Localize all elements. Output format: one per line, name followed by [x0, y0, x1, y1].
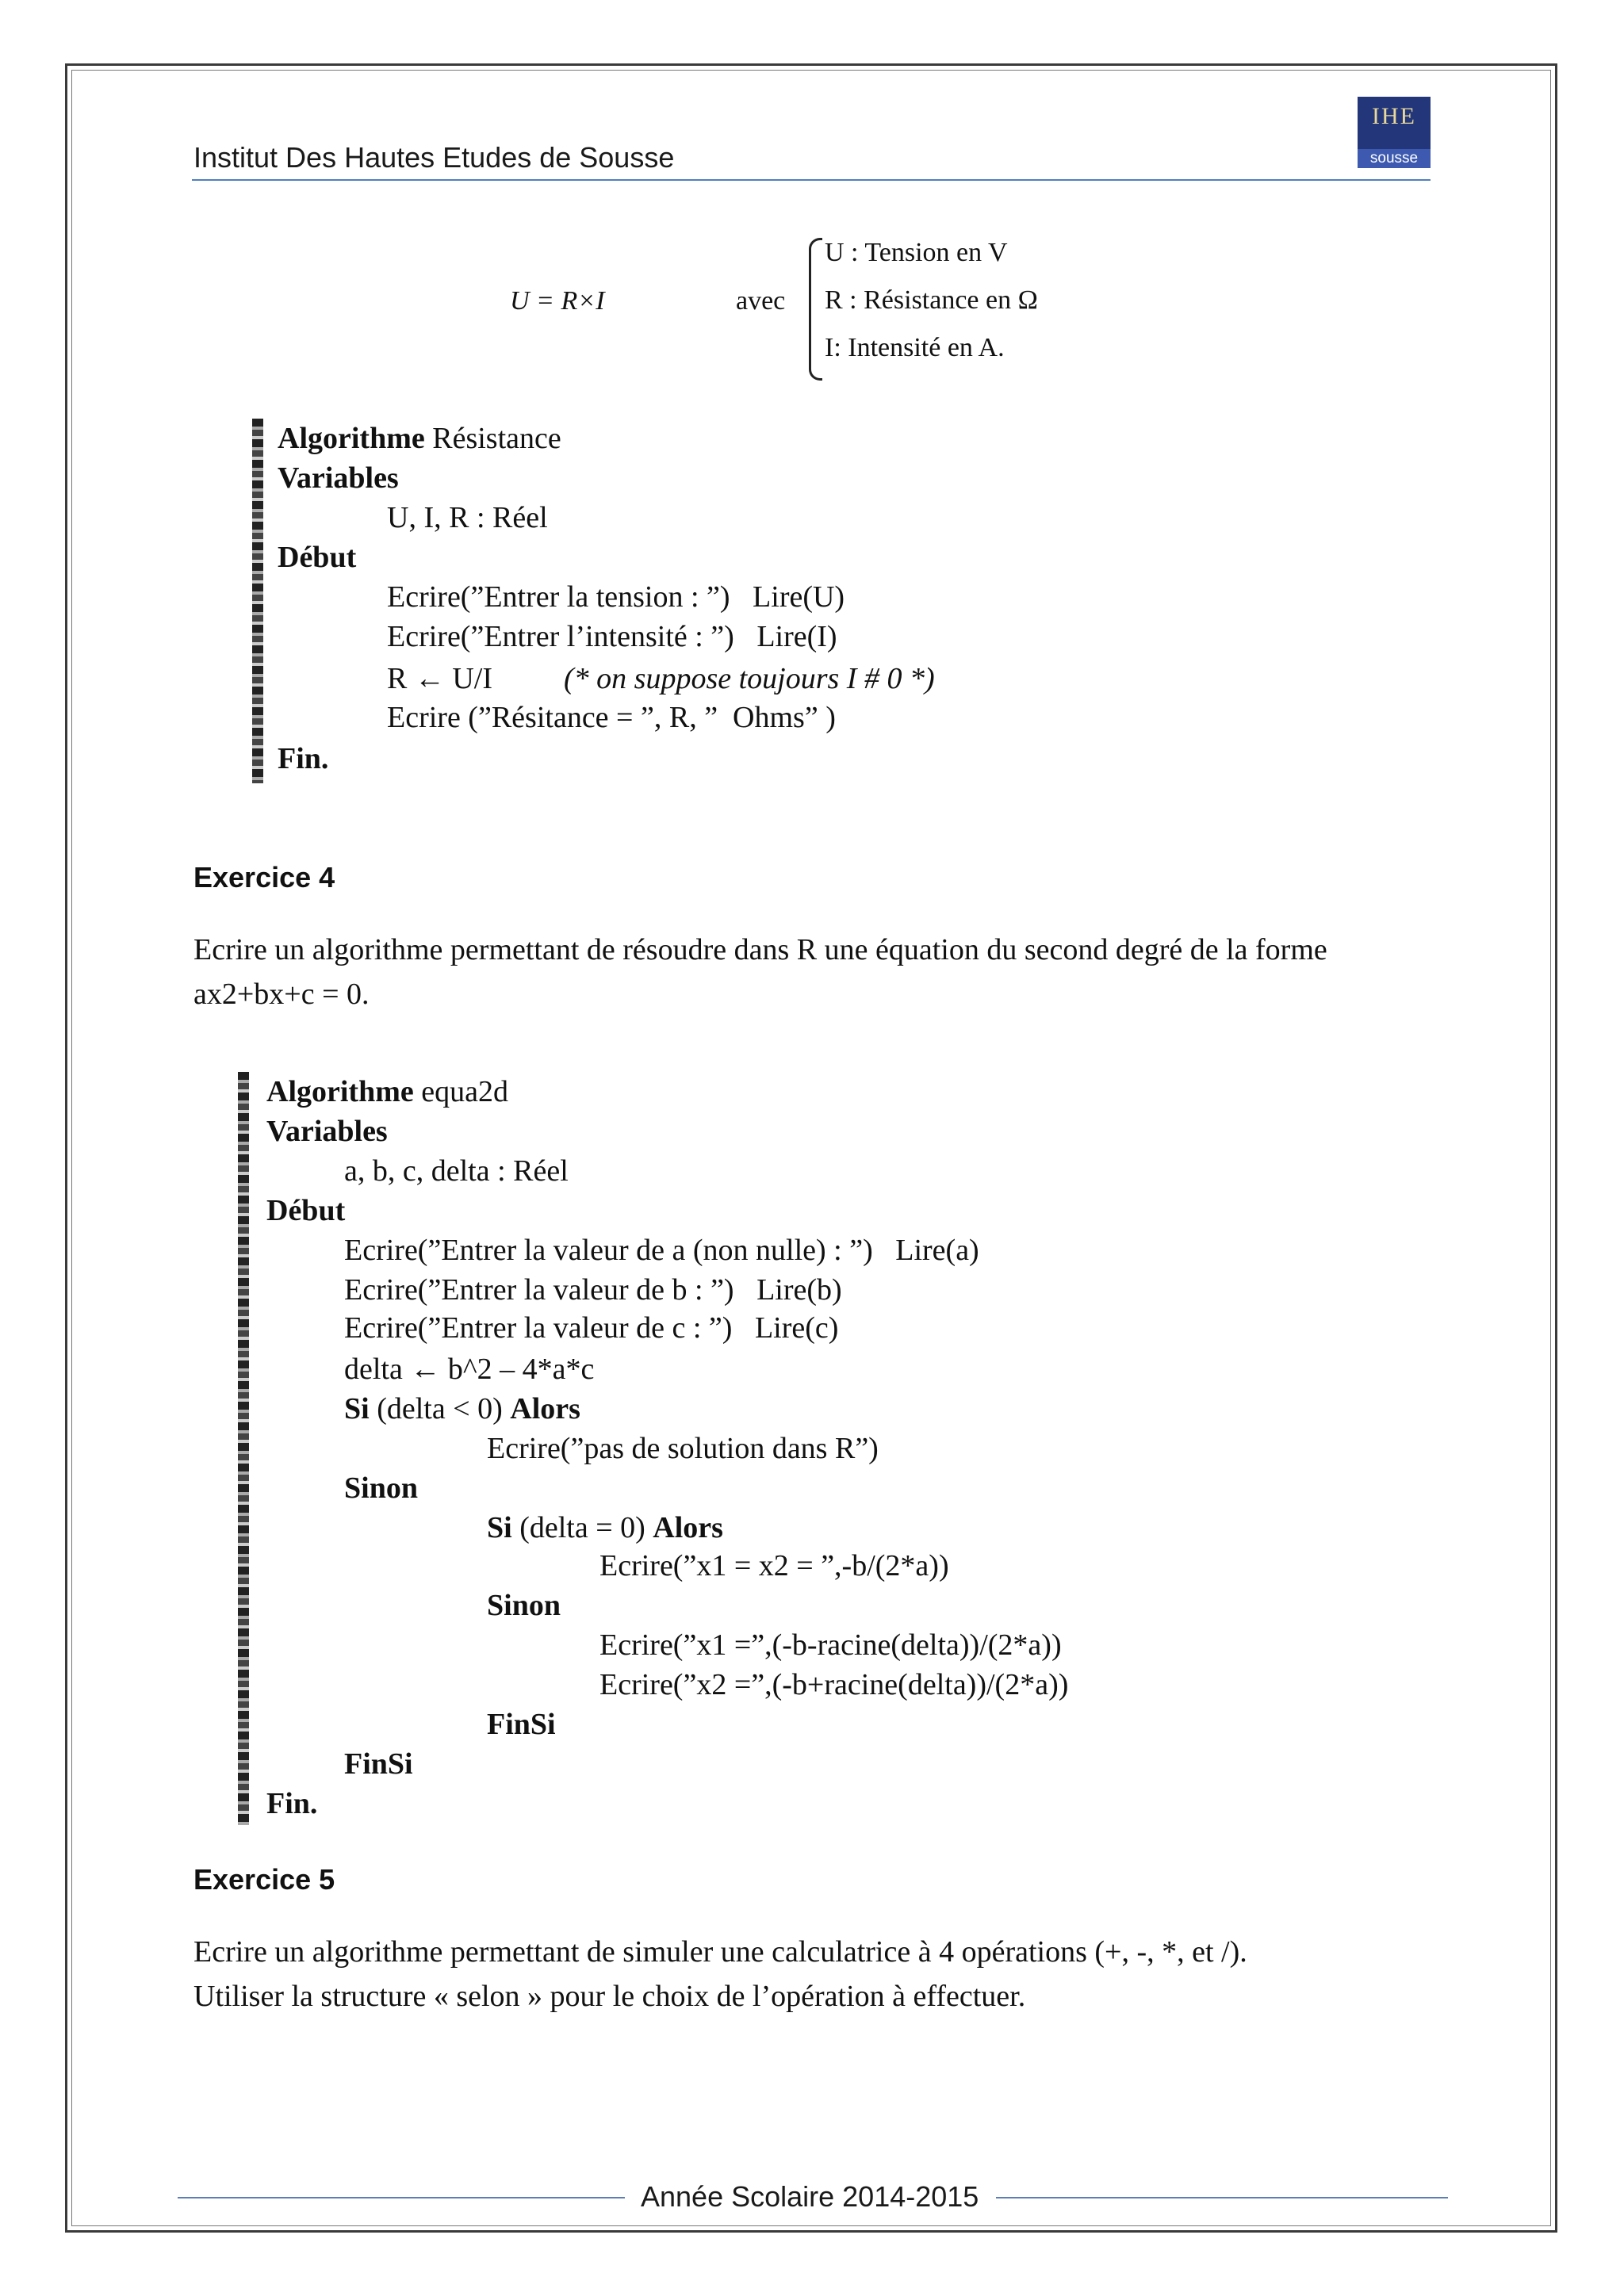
formula-definition-r: R : Résistance en Ω	[825, 285, 1038, 315]
formula-brace	[809, 238, 822, 381]
algo2-condition-zero: (delta = 0)	[519, 1511, 645, 1544]
algo2-title	[266, 1072, 508, 1112]
logo-city: sousse	[1358, 149, 1431, 168]
algo2-line-delta: delta ← b^2 – 4*a*c	[344, 1353, 595, 1386]
algo2-line-read-b: Ecrire(”Entrer la valeur de b : ”) Lire(b)	[344, 1273, 842, 1307]
algo1-line-compute	[387, 659, 935, 698]
algorithm-equa2d-block	[238, 1072, 1189, 1825]
algo2-line-double-root: Ecrire(”x1 = x2 = ”,-b/(2*a))	[599, 1549, 949, 1582]
exercise-5-line-2: Utiliser la structure « selon » pour le choix de l’opération à effectuer.	[193, 1980, 1026, 2013]
algo2-variables-decl: a, b, c, delta : Réel	[344, 1154, 569, 1188]
algo2-condition-negative: (delta < 0)	[377, 1392, 503, 1425]
keyword-variables: Variables	[266, 1115, 388, 1148]
code-block-bar	[238, 1072, 249, 1825]
algo2-line-si-zero	[487, 1508, 723, 1548]
keyword-finsi: FinSi	[487, 1708, 556, 1741]
exercise-4-line-2: ax2+bx+c = 0.	[193, 978, 370, 1011]
keyword-sinon: Sinon	[487, 1589, 561, 1622]
header-divider	[192, 179, 1431, 181]
exercise-5-line-1: Ecrire un algorithme permettant de simuler une calculatrice à 4 opérations (+, -, *, et /).	[193, 1935, 1247, 1969]
keyword-alors: Alors	[653, 1511, 723, 1544]
formula-equation: U = R×I	[510, 286, 605, 316]
code-block-bar	[252, 419, 263, 783]
algo2-name: equa2d	[421, 1075, 508, 1108]
logo-letters: IHE	[1372, 103, 1416, 129]
algo2-line-root-x2: Ecrire(”x2 =”,(-b+racine(delta))/(2*a))	[599, 1668, 1069, 1701]
keyword-finsi: FinSi	[344, 1747, 413, 1781]
keyword-fin: Fin.	[266, 1787, 318, 1820]
institution-logo	[1358, 97, 1431, 168]
keyword-si: Si	[487, 1511, 512, 1544]
footer-rule-left	[178, 2197, 625, 2198]
footer-rule-right	[996, 2197, 1448, 2198]
formula-avec: avec	[736, 286, 786, 316]
algo2-line-si-negative	[344, 1389, 580, 1429]
algorithm-resistance-block	[252, 419, 1124, 783]
algo2-line-no-solution: Ecrire(”pas de solution dans R”)	[487, 1432, 879, 1465]
algo1-line-read-tension: Ecrire(”Entrer la tension : ”) Lire(U)	[387, 580, 845, 614]
keyword-alors: Alors	[510, 1392, 580, 1425]
algo1-comment: (* on suppose toujours I # 0 *)	[564, 662, 935, 695]
algo2-line-read-c: Ecrire(”Entrer la valeur de c : ”) Lire(c)	[344, 1311, 839, 1345]
algo1-title	[278, 419, 561, 458]
algo1-line-read-intensite: Ecrire(”Entrer l’intensité : ”) Lire(I)	[387, 620, 837, 653]
keyword-sinon: Sinon	[344, 1471, 418, 1505]
keyword-variables: Variables	[278, 461, 399, 495]
algo1-variables-decl: U, I, R : Réel	[387, 501, 548, 534]
algo1-name: Résistance	[432, 422, 561, 455]
exercise-4-statement	[193, 928, 1431, 1016]
exercise-5-title: Exercice 5	[193, 1863, 335, 1896]
keyword-si: Si	[344, 1392, 370, 1425]
algo2-line-read-a: Ecrire(”Entrer la valeur de a (non nulle) : ”) Lire(a)	[344, 1234, 979, 1267]
exercise-4-line-1: Ecrire un algorithme permettant de résoudre dans R une équation du second degré de la forme	[193, 933, 1327, 966]
footer-school-year: Année Scolaire 2014-2015	[641, 2180, 979, 2213]
keyword-fin: Fin.	[278, 742, 329, 775]
keyword-debut: Début	[278, 541, 357, 574]
formula-definition-i: I: Intensité en A.	[825, 333, 1005, 362]
formula-definition-u: U : Tension en V	[825, 238, 1008, 267]
exercise-4-title: Exercice 4	[193, 861, 335, 894]
keyword-algorithme: Algorithme	[266, 1075, 414, 1108]
keyword-debut: Début	[266, 1194, 346, 1227]
header-institution: Institut Des Hautes Etudes de Sousse	[193, 141, 675, 174]
algo2-line-root-x1: Ecrire(”x1 =”,(-b-racine(delta))/(2*a))	[599, 1628, 1062, 1662]
algo1-line-write-result: Ecrire (”Résitance = ”, R, ” Ohms” )	[387, 701, 836, 734]
algo1-compute-code: R ← U/I	[387, 662, 492, 695]
exercise-5-statement	[193, 1930, 1432, 2019]
keyword-algorithme: Algorithme	[278, 422, 425, 455]
